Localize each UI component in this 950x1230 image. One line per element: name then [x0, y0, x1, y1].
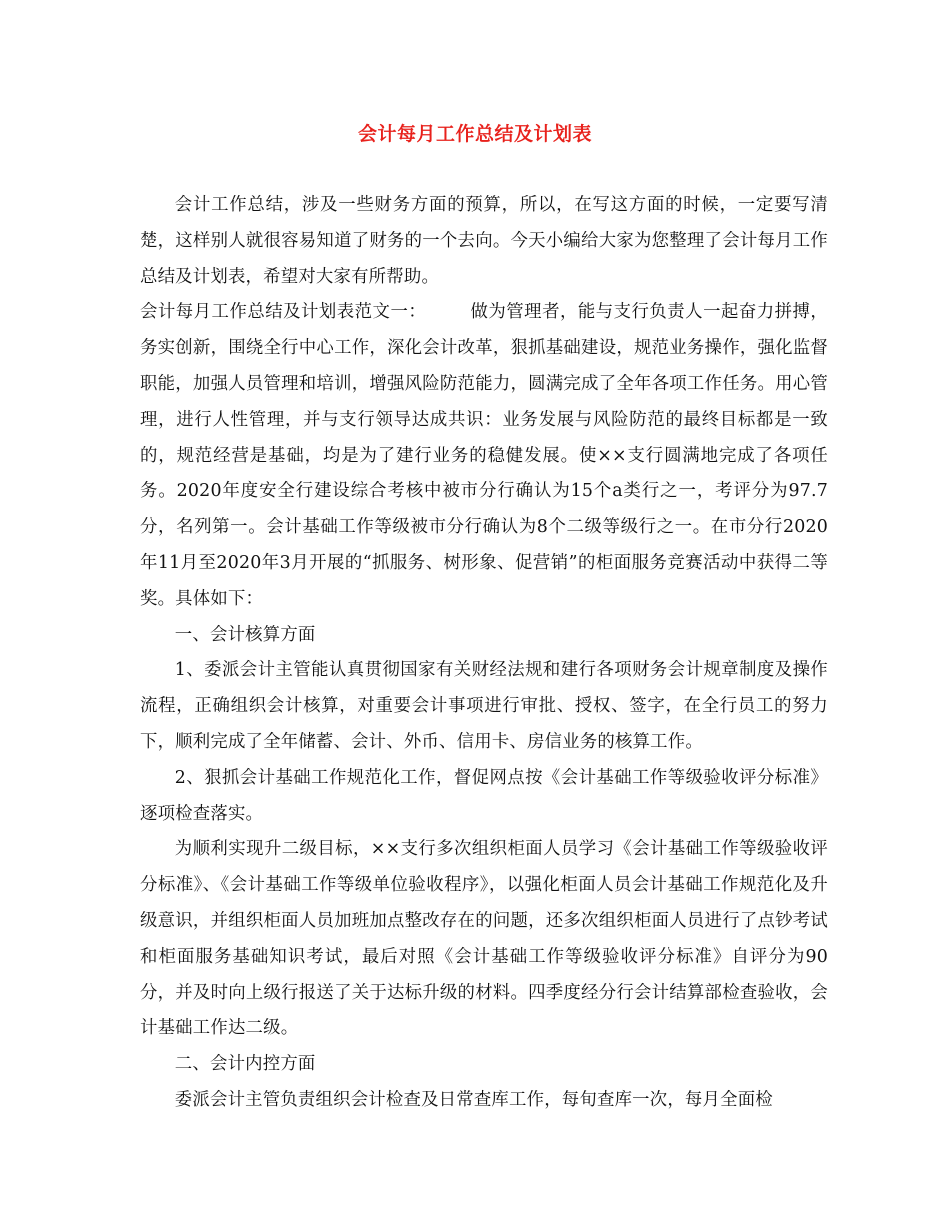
paragraph-item-1: 1、委派会计主管能认真贯彻国家有关财经法规和建行各项财务会计规章制度及操作流程，正确组织会计核算，对重要会计事项进行审批、授权、签字，在全行员工的努力下，顺利完成了全年储蓄、会计、外币、信用卡、房信业务的核算工作。	[140, 660, 828, 752]
sample-paragraph	[140, 295, 828, 617]
intro-paragraph: 会计工作总结，涉及一些财务方面的预算，所以，在写这方面的时候，一定要写清楚，这样别人就很容易知道了财务的一个去向。今天小编给大家为您整理了会计每月工作总结及计划表，希望对大家有所帮助。	[140, 195, 828, 287]
document-body	[140, 188, 828, 1119]
sample-label: 会计每月工作总结及计划表范文一：	[140, 302, 427, 323]
sample-text: 做为管理者，能与支行负责人一起奋力拼搏，务实创新，围绕全行中心工作，深化会计改革，狠抓基础建设，规范业务操作，强化监督职能，加强人员管理和培训，增强风险防范能力，圆满完成了全年各项工作任务。用心管理，进行人性管理，并与支行领导达成共识：业务发展与风险防范的最终目标都是一致的，规范经营是基础，均是为了建行业务的稳健发展。使××支行圆满地完成了各项任务。2020年度安全行建设综合考核中被市分行确认为15个a类行之一，考评分为97.7分，名列第一。会计基础工作等级被市分行确认为8个二级等级行之一。在市分行2020年11月至2020年3月开展的“抓服务、树形象、促营销”的柜面服务竞赛活动中获得二等奖。具体如下：	[140, 302, 828, 609]
section-heading-internal-control: 二、会计内控方面	[174, 1054, 316, 1075]
document-title: 会计每月工作总结及计划表	[357, 123, 592, 145]
paragraph-section-2: 委派会计主管负责组织会计检查及日常查库工作，每旬查库一次，每月全面检	[174, 1089, 773, 1110]
paragraph-item-2-detail: 为顺利实现升二级目标，××支行多次组织柜面人员学习《会计基础工作等级验收评分标准》、《会计基础工作等级单位验收程序》，以强化柜面人员会计基础工作规范化及升级意识，并组织柜面人员加班加点整改存在的问题，还多次组织柜面人员进行了点钞考试和柜面服务基础知识考试，最后对照《会计基础工作等级验收评分标准》自评分为90分，并及时向上级行报送了关于达标升级的材料。四季度经分行会计结算部检查验收，会计基础工作达二级。	[140, 839, 828, 1039]
paragraph-item-2: 2、狠抓会计基础工作规范化工作，督促网点按《会计基础工作等级验收评分标准》逐项检查落实。	[140, 767, 828, 824]
section-heading-accounting: 一、会计核算方面	[174, 624, 316, 645]
